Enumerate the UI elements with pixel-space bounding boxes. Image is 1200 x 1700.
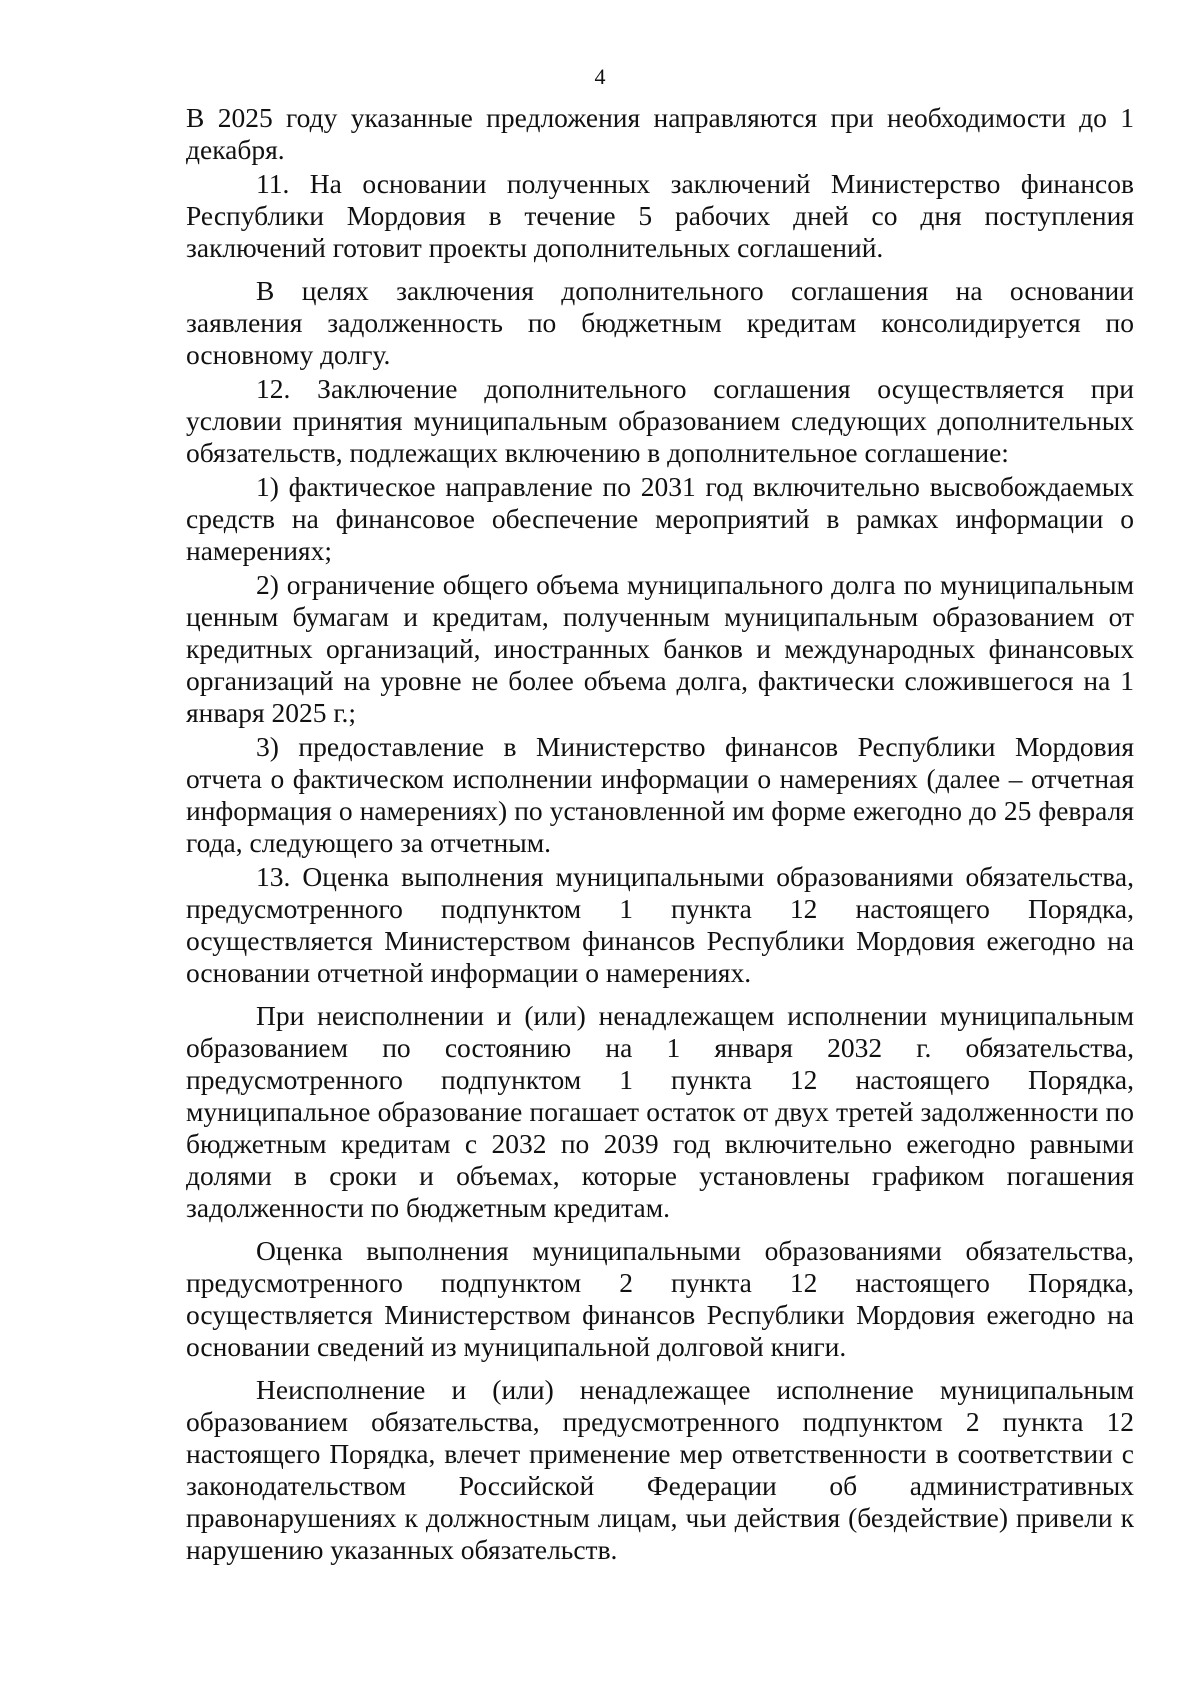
paragraph-subitem-1: 1) фактическое направление по 2031 год включительно высвобождаемых средств на финансовое обеспечение мероприятий в рамках информации о намерениях; [186,471,1134,566]
paragraph-subitem-3: 3) предоставление в Министерство финансов Республики Мордовия отчета о фактическом исполнении информации о намерениях (далее – отчетная информация о намерениях) по установленной им форме ежегодно до 25 февраля года, следующего за отчетным. [186,731,1134,858]
paragraph-consolidation: В целях заключения дополнительного соглашения на основании заявления задолженность по бюджетным кредитам консолидируется по основному долгу. [186,275,1134,370]
paragraph-subitem-2: 2) ограничение общего объема муниципального долга по муниципальным ценным бумагам и кредитам, полученным муниципальным образованием от кредитных организаций, иностранных банков и международных финансовых организаций на уровне не более объема долга, фактически сложившегося на 1 января 2025 г.; [186,569,1134,728]
paragraph-item-13: 13. Оценка выполнения муниципальными образованиями обязательства, предусмотренного подпунктом 1 пункта 12 настоящего Порядка, осуществляется Министерством финансов Республики Мордовия ежегодно на основании отчетной информации о намерениях. [186,861,1134,988]
page-number: 4 [594,64,606,89]
paragraph-nonperformance-2: Неисполнение и (или) ненадлежащее исполнение муниципальным образованием обязательства, предусмотренного подпунктом 2 пункта 12 настоящего Порядка, влечет применение мер ответственности в соответствии с законодательством Российской Федерации об административных правонарушениях к должностным лицам, чьи действия (бездействие) привели к нарушению указанных обязательств. [186,1374,1134,1565]
paragraph-assessment-2: Оценка выполнения муниципальными образованиями обязательства, предусмотренного подпунктом 2 пункта 12 настоящего Порядка, осуществляется Министерством финансов Республики Мордовия ежегодно на основании сведений из муниципальной долговой книги. [186,1235,1134,1362]
paragraph-continuation: В 2025 году указанные предложения направляются при необходимости до 1 декабря. [186,102,1134,165]
paragraph-item-11: 11. На основании полученных заключений Министерство финансов Республики Мордовия в течение 5 рабочих дней со дня поступления заключений готовит проекты дополнительных соглашений. [186,168,1134,263]
paragraph-item-12: 12. Заключение дополнительного соглашения осуществляется при условии принятия муниципальным образованием следующих дополнительных обязательств, подлежащих включению в дополнительное соглашение: [186,373,1134,468]
paragraph-nonperformance-1: При неисполнении и (или) ненадлежащем исполнении муниципальным образованием по состоянию на 1 января 2032 г. обязательства, предусмотренного подпунктом 1 пункта 12 настоящего Порядка, муниципальное образование погашает остаток от двух третей задолженности по бюджетным кредитам с 2032 по 2039 год включительно ежегодно равными долями в сроки и объемах, которые установлены графиком погашения задолженности по бюджетным кредитам. [186,1000,1134,1223]
document-body [186,102,1134,1568]
